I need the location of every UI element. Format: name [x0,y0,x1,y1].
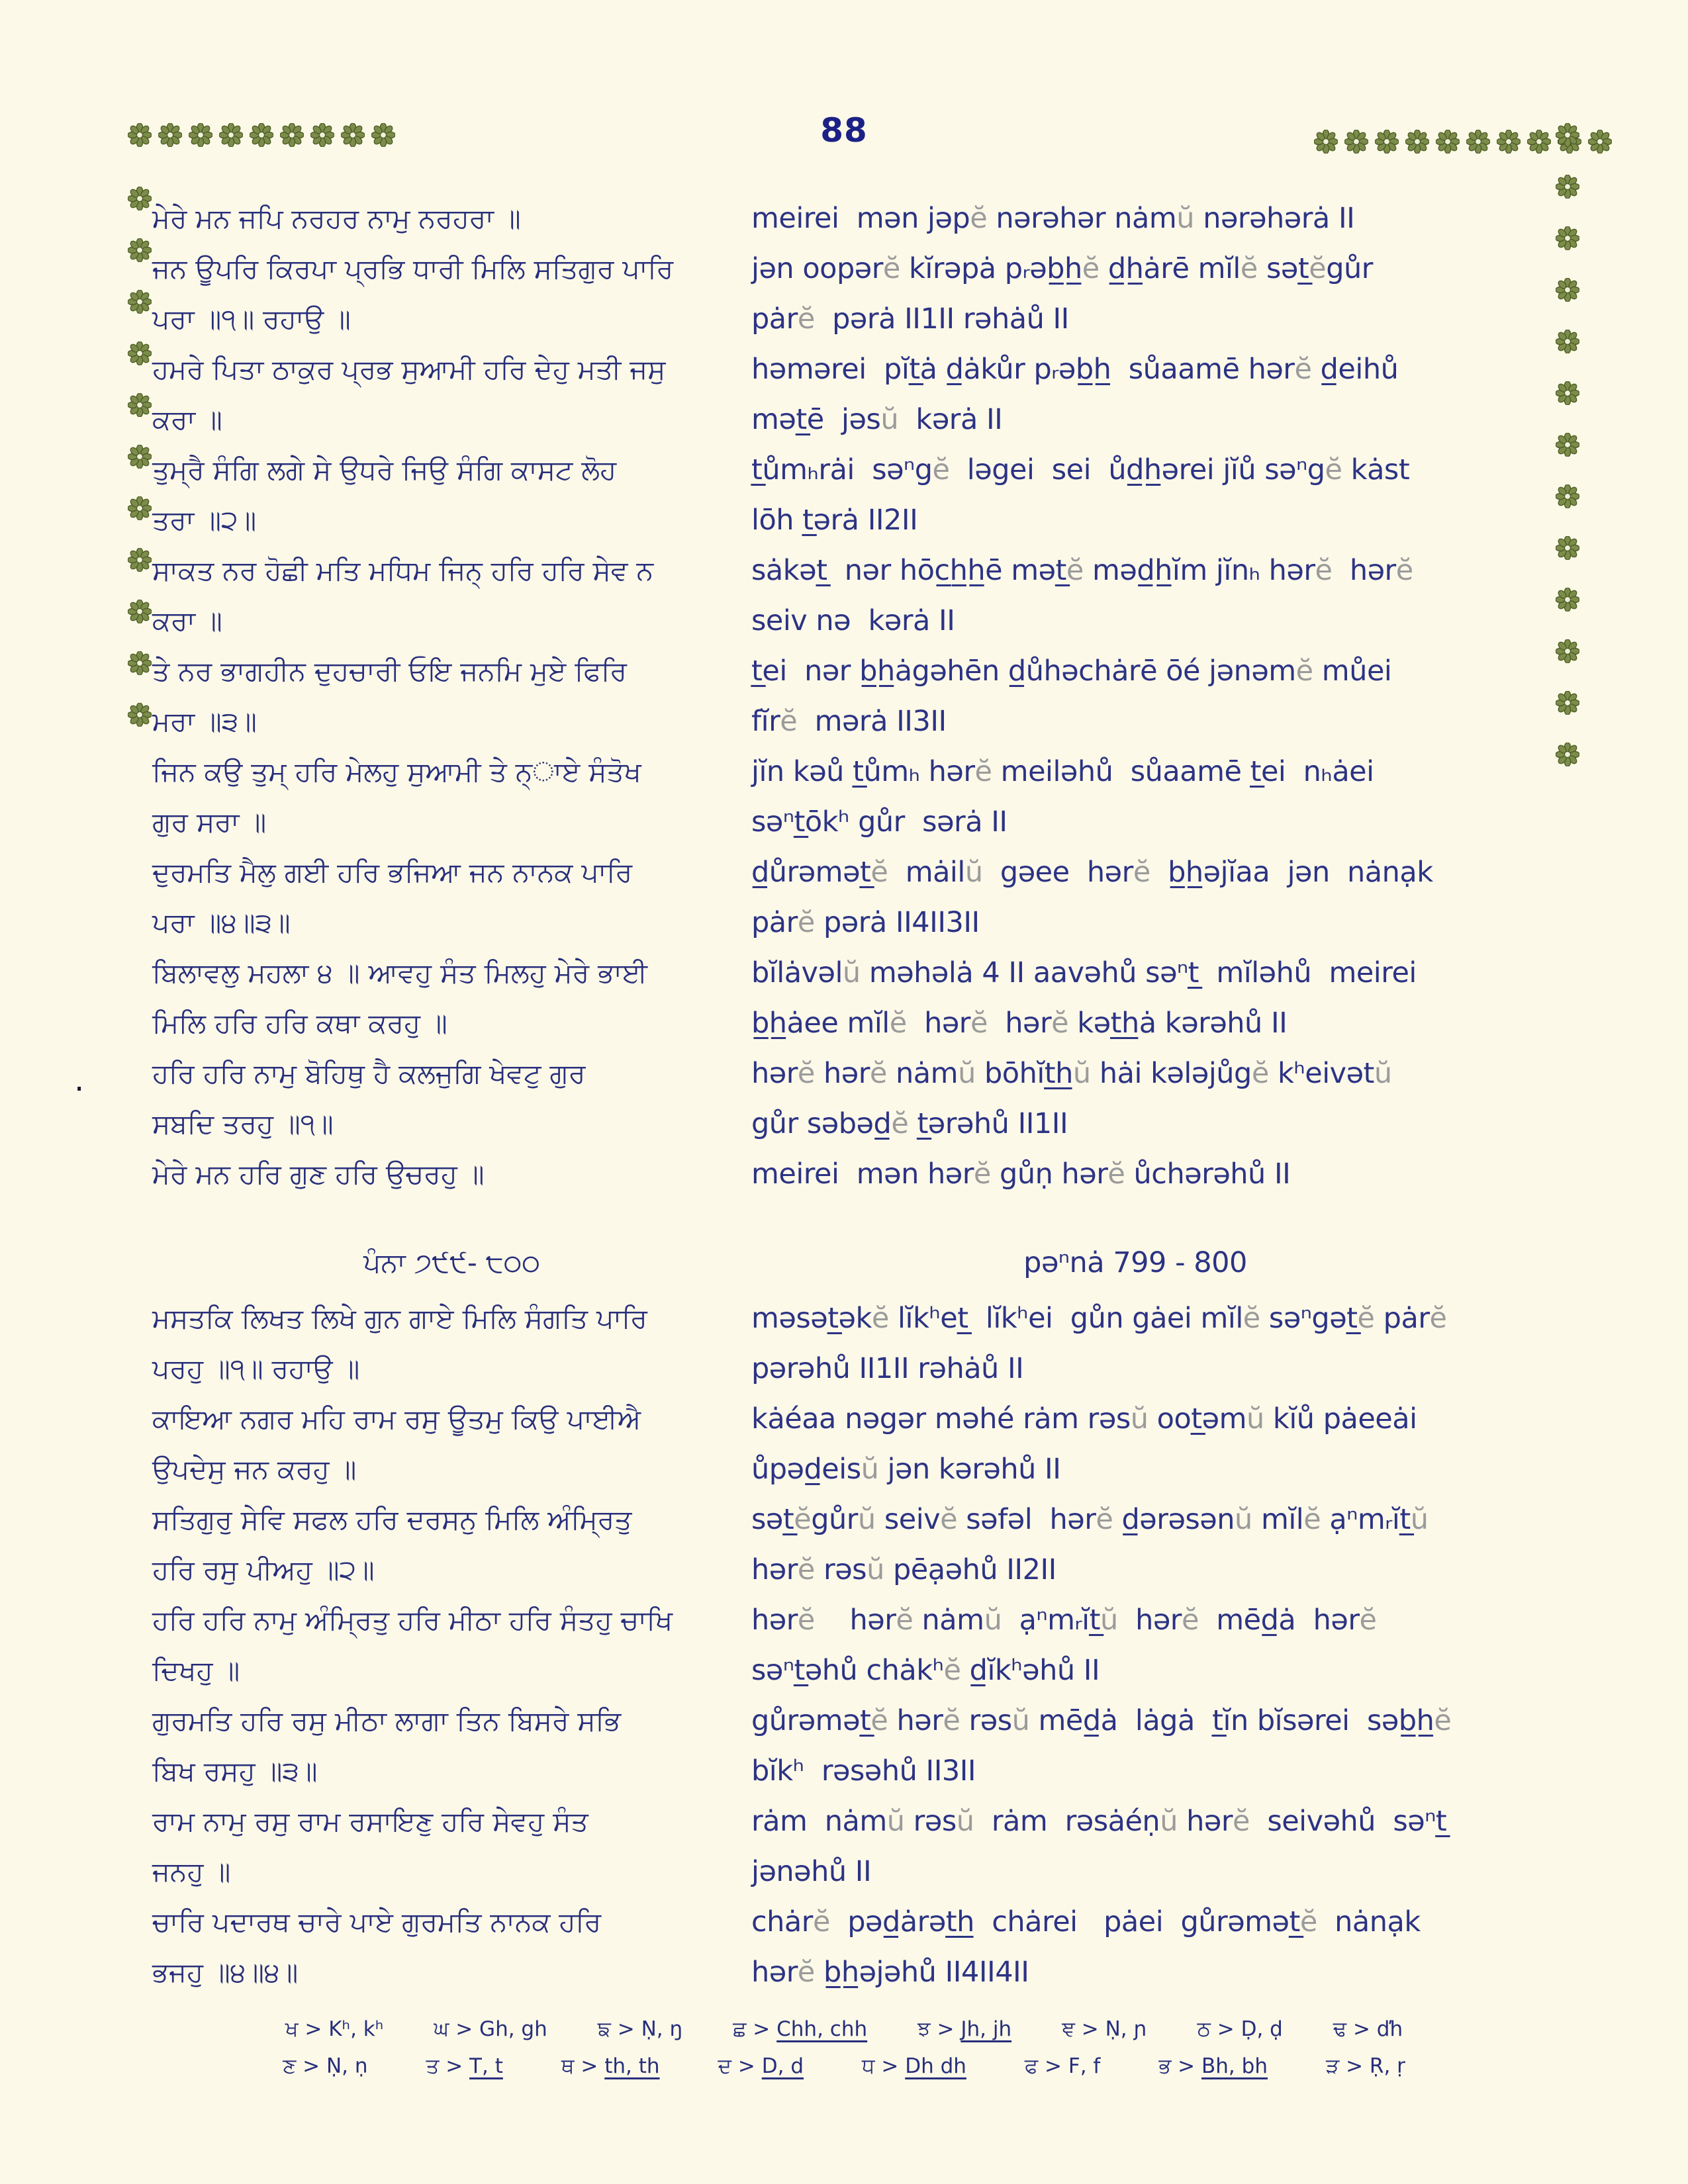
gurmukhi-line: ਦਿਖਹੁ ॥ [152,1655,240,1686]
legend-entry [561,2050,660,2082]
transliteration-line: sȧkət̲ nər hōc̲h̲h̲ē mət̲ĕ məd̲h̲ĭm jĭnₕ hərĕ hərĕ [751,554,1413,587]
gurmukhi-line: ਕਾਇਆ ਨਗਰ ਮਹਿ ਰਾਮ ਰਸੁ ਊਤਮੁ ਕਿਉ ਪਾਈਐ [152,1403,641,1435]
verse-row [152,897,1519,948]
flower-icon [219,123,243,147]
legend-gurmukhi-char: ਙ [597,2017,611,2041]
transliteration-line: pəⁿnȧ 799 - 800 [1023,1246,1247,1279]
flower-icon [1556,433,1579,457]
page-number: 88 [820,111,868,150]
margin-dot: . [74,1062,85,1099]
gurmukhi-line: ਸਤਿਗੁਰੁ ਸੇਵਿ ਸਫਲ ਹਰਿ ਦਰਸਨੁ ਮਿਲਿ ਅੰਮ੍ਰਿਤੁ [152,1504,632,1535]
legend-maps-to-symbol: > [1171,2054,1202,2078]
legend-entry [1158,2050,1268,2082]
legend-maps-to-symbol: > [574,2054,605,2078]
transliteration-line: bĭlȧvəlŭ məhəlȧ 4 II aavəhů səⁿt̲ mĭləhů meirei [751,956,1417,989]
gurmukhi-line: ਬਿਖ ਰਸਹੁ ॥੩॥ [152,1755,318,1787]
flower-icon [1556,484,1579,508]
legend-maps-to-symbol: > [731,2054,762,2078]
legend-latin-value: Gh, gh [479,2017,547,2041]
gurmukhi-line: ਜਿਨ ਕਉ ਤੁਮ੍ ਹਰਿ ਮੇਲਹੁ ਸੁਆਮੀ ਤੇ ਨ੍ਾਏ ਸੰਤੋਖ [152,756,641,788]
transliteration-line: fĭrĕ mərȧ II3II [751,705,947,738]
legend-maps-to-symbol: > [874,2054,906,2078]
transliteration-line: pȧrĕ pərȧ II1II rəhȧů II [751,302,1069,336]
transliteration-line: kȧéaa nəgər məhé rȧm rəsŭ oot̲əmŭ kĭů pȧeeȧi [751,1402,1417,1435]
flower-icon [371,123,395,147]
verses-two-column-list [152,193,1519,1997]
legend-entry [1326,2050,1405,2082]
transliteration-line: d̲ůrəmət̲ĕ mȧilŭ gəee hərĕ b̲h̲əjĭaa jən nȧnạk [751,856,1433,889]
gurmukhi-line: ਰਾਮ ਨਾਮੁ ਰਸੁ ਰਾਮ ਰਸਾਇਣੁ ਹਰਿ ਸੇਵਹੁ ਸੰਤ [152,1805,588,1837]
legend-latin-value: th, th [604,2054,660,2078]
transliteration-line: t̲ei nər b̲h̲ȧgəhēn d̲ůhəchȧrē ōé jənəmĕ můei [751,655,1392,688]
verse-row [152,344,1519,394]
legend-maps-to-symbol: > [930,2017,961,2041]
legend-gurmukhi-char: ਞ [1062,2017,1075,2041]
flower-icon [1556,743,1579,766]
transliteration-line: sət̲ĕgůrŭ seivĕ səfəl hərĕ d̲ərəsənŭ mĭlĕ ạⁿmᵣĭt̲ŭ [751,1503,1429,1536]
flower-icon [1436,130,1460,154]
flower-icon [250,123,273,147]
gurmukhi-line: ਹਮਰੇ ਪਿਤਾ ਠਾਕੁਰ ਪ੍ਰਭ ਸੁਆਮੀ ਹਰਿ ਦੇਹੁ ਮਤੀ ਜਸੁ [152,353,666,385]
legend-latin-value: Ṇ, ṇ [326,2054,368,2078]
verse-row [152,998,1519,1048]
flower-icon [128,548,152,572]
verse-row [152,1746,1519,1796]
legend-entry [718,2050,804,2082]
flower-icon [128,290,152,314]
transliteration-line: jĭn kəů t̲ůmₕ hərĕ meiləhů sůaamē t̲ei nₕȧei [751,755,1374,788]
legend-entry [862,2050,966,2082]
flower-icon [128,651,152,675]
gurmukhi-line: ਸਬਦਿ ਤਰਹੁ ॥੧॥ [152,1108,334,1140]
verse-row [152,545,1519,596]
gurmukhi-line: ਮਸਤਕਿ ਲਿਖਤ ਲਿਖੇ ਗੁਨ ਗਾਏ ਮਿਲਿ ਸੰਗਤਿ ਪਾਰਿ [152,1302,647,1334]
transliteration-line: hərĕ rəsŭ pēạəhů II2II [751,1553,1056,1586]
flower-icon [1556,226,1579,250]
legend-gurmukhi-char: ਖ [285,2017,299,2041]
legend-entry [1197,2013,1283,2045]
legend-latin-value: ďh [1376,2017,1403,2041]
flower-icon [1344,130,1368,154]
flower-icon [1466,130,1490,154]
legend-entry [917,2013,1011,2045]
legend-maps-to-symbol: > [1346,2017,1377,2041]
transliteration-line: seiv nə kərȧ II [751,604,955,637]
transliteration-line: lōh t̲ərȧ II2II [751,504,918,537]
flower-icon [189,123,212,147]
verse-row [152,847,1519,897]
legend-gurmukhi-char: ਣ [283,2054,297,2078]
legend-entry [426,2050,503,2082]
verse-row [152,1595,1519,1645]
gurmukhi-line: ਤੁਮ੍ਰੈ ਸੰਗਿ ਲਗੇ ਸੇ ਉਧਰੇ ਜਿਉ ਸੰਗਿ ਕਾਸਟ ਲੋਹ [152,454,617,486]
legend-maps-to-symbol: > [1339,2054,1370,2078]
verse-row [152,1545,1519,1595]
verse-row [152,1796,1519,1846]
gurmukhi-line: ਹਰਿ ਰਸੁ ਪੀਅਹੁ ॥੨॥ [152,1554,375,1586]
verse-row [152,445,1519,495]
transliteration-key-legend [0,2013,1688,2082]
transliteration-line: b̲h̲ȧee mĭlĕ hərĕ hərĕ kət̲h̲ȧ kərəhů II [751,1007,1288,1040]
verse-row [152,1645,1519,1696]
legend-latin-value: Kʰ, kʰ [328,2017,384,2041]
legend-latin-value: Jh, jh [961,2017,1012,2041]
legend-latin-value: F, f [1068,2054,1101,2078]
flower-icon [1588,130,1612,154]
legend-gurmukhi-char: ਛ [733,2017,747,2041]
legend-entry [1333,2013,1403,2045]
verse-row [152,1293,1519,1343]
flower-icon [1405,130,1429,154]
transliteration-line: hərĕ hərĕ nȧmŭ bōhĭt̲h̲ŭ hȧi kələjůgĕ kʰeivətŭ [751,1057,1392,1090]
flower-icon [280,123,304,147]
transliteration-line: həmərei pĭt̲ȧ d̲ȧkůr pᵣəb̲h̲ sůaamē hərĕ d̲eihů [751,353,1399,386]
legend-maps-to-symbol: > [1074,2017,1105,2041]
flower-icon [1556,123,1579,147]
legend-entry [1025,2050,1100,2082]
gurmukhi-line: ਪੰਨਾ ੭੯੯- ੮੦੦ [363,1247,540,1279]
flower-icon [128,445,152,469]
legend-entry [598,2013,682,2045]
gurmukhi-line: ਭਜਹੁ ॥੪॥੪॥ [152,1956,299,1988]
flower-icon [1556,691,1579,715]
flower-icon [1314,130,1338,154]
legend-gurmukhi-char: ਢ [1333,2017,1347,2041]
flower-icon [1556,330,1579,353]
verse-row [152,1394,1519,1444]
gurmukhi-line: ਜਨ ਊਪਰਿ ਕਿਰਪਾ ਪ੍ਰਭਿ ਧਾਰੀ ਮਿਲਿ ਸਤਿਗੁਰ ਪਾਰਿ [152,253,674,285]
gurmukhi-line: ਬਿਲਾਵਲੁ ਮਹਲਾ ੪ ॥ ਆਵਹੁ ਸੰਤ ਮਿਲਹੁ ਮੇਰੇ ਭਾਈ [152,957,648,989]
flower-icon [1556,278,1579,302]
legend-row [260,2013,1428,2045]
legend-gurmukhi-char: ਫ [1024,2054,1039,2078]
verse-row [152,1149,1519,1199]
gurmukhi-line: ਉਪਦੇਸੁ ਜਨ ਕਰਹੁ ॥ [152,1453,357,1485]
flower-icon [128,341,152,365]
transliteration-line: səⁿt̲əhů chȧkʰĕ d̲ĭkʰəhů II [751,1654,1100,1687]
gurmukhi-line: ਪਰਾ ॥੧॥ ਰਹਾਉ ॥ [152,303,351,335]
verse-row [152,948,1519,998]
page-reference-row [152,1238,1519,1288]
gurmukhi-line: ਕਰਾ ॥ [152,404,222,435]
verse-row [152,797,1519,847]
gurmukhi-line: ਗੁਰਮਤਿ ਹਰਿ ਰਸੁ ਮੀਠਾ ਲਾਗਾ ਤਿਨ ਬਿਸਰੇ ਸਭਿ [152,1705,622,1737]
verse-row [152,646,1519,696]
gurmukhi-line: ਹਰਿ ਹਰਿ ਨਾਮੁ ਅੰਮ੍ਰਿਤੁ ਹਰਿ ਮੀਠਾ ਹਰਿ ਸੰਤਹੁ ਚਾਖਿ [152,1604,673,1636]
transliteration-line: pərəhů II1II rəhȧů II [751,1352,1024,1385]
legend-gurmukhi-char: ਠ [1197,2017,1211,2041]
gurmukhi-line: ਚਾਰਿ ਪਦਾਰਥ ਚਾਰੇ ਪਾਏ ਗੁਰਮਤਿ ਨਾਨਕ ਹਰਿ [152,1906,602,1938]
transliteration-line: t̲ůmₕrȧi səⁿgĕ ləgei sei ůd̲h̲ərei jĭů səⁿgĕ kȧst [751,453,1410,486]
gurmukhi-line: ਤਰਾ ॥੨॥ [152,504,257,536]
legend-latin-value: D, d [761,2054,804,2078]
gurmukhi-line: ਕਰਾ ॥ [152,605,222,637]
flower-icon [1556,536,1579,560]
transliteration-line: səⁿt̲ōkʰ gůr sərȧ II [751,805,1008,839]
verse-row [152,1947,1519,1997]
legend-maps-to-symbol: > [1038,2054,1068,2078]
transliteration-line: məsət̲əkĕ lĭkʰet̲ lĭkʰei gůn gȧei mĭlĕ səⁿgət̲ĕ pȧrĕ [751,1302,1447,1335]
gurmukhi-line: ਹਰਿ ਹਰਿ ਨਾਮੁ ਬੋਹਿਥੁ ਹੈ ਕਲਜੁਗਿ ਖੇਵਟੁ ਗੁਰ [152,1058,586,1089]
flower-icon [310,123,334,147]
flower-icon [128,496,152,520]
legend-entry [733,2013,867,2045]
legend-gurmukhi-char: ਤ [426,2054,440,2078]
verse-row [152,1099,1519,1149]
verse-row [152,495,1519,545]
verse-row [152,596,1519,646]
gurmukhi-line: ਮਰਾ ॥੩॥ [152,705,257,737]
legend-latin-value: Bh, bh [1201,2054,1268,2078]
verse-row [152,1343,1519,1394]
legend-maps-to-symbol: > [296,2054,326,2078]
flower-icon [128,600,152,623]
transliteration-line: chȧrĕ pəd̲ȧrət̲h̲ chȧrei pȧei gůrəmət̲ĕ nȧnạk [751,1905,1421,1938]
transliteration-line: mət̲ē jəsŭ kərȧ II [751,403,1003,436]
legend-maps-to-symbol: > [610,2017,641,2041]
legend-gurmukhi-char: ੜ [1325,2054,1340,2078]
legend-latin-value: Ḍ, ḍ [1241,2017,1283,2041]
gurmukhi-line: ਪਰਾ ॥੪॥੩॥ [152,907,291,938]
flower-icon [128,187,152,210]
verse-row [152,747,1519,797]
flower-icon [128,123,152,147]
legend-latin-value: Ṇ, ɲ [1105,2017,1147,2041]
flower-icon [128,238,152,262]
legend-maps-to-symbol: > [1210,2017,1241,2041]
flower-icon [1556,588,1579,612]
verse-row [152,696,1519,747]
legend-entry [283,2050,367,2082]
legend-latin-value: Chh, chh [776,2017,868,2041]
legend-entry [1062,2013,1147,2045]
flower-icon [1497,130,1521,154]
transliteration-line: jənəhů II [751,1855,872,1888]
flower-icon [158,123,182,147]
transliteration-line: gůr səbəd̲ĕ t̲ərəhů II1II [751,1107,1068,1140]
gurmukhi-line: ਮਿਲਿ ਹਰਿ ਹਰਿ ਕਥਾ ਕਰਹੁ ॥ [152,1007,447,1039]
transliteration-line: gůrəmət̲ĕ hərĕ rəsŭ mēd̲ȧ lȧgȧ t̲ĭn bĭsərei səb̲h̲ĕ [751,1704,1452,1737]
gurmukhi-line: ਗੁਰ ਸਰਾ ॥ [152,806,267,838]
transliteration-line: meirei mən hərĕ gůṇ hərĕ ůchərəhů II [751,1158,1291,1191]
transliteration-line: pȧrĕ pərȧ II4II3II [751,906,980,939]
transliteration-line: hərĕ hərĕ nȧmŭ ạⁿmᵣĭt̲ŭ hərĕ mēd̲ȧ hərĕ [751,1604,1377,1637]
legend-maps-to-symbol: > [439,2054,470,2078]
transliteration-line: hərĕ b̲h̲əjəhů II4II4II [751,1956,1029,1989]
legend-entry [285,2013,383,2045]
legend-latin-value: Ṇ, ŋ [641,2017,683,2041]
legend-gurmukhi-char: ਘ [434,2017,449,2041]
legend-latin-value: T, t [469,2054,503,2078]
verse-row [152,294,1519,344]
verse-row [152,1494,1519,1545]
legend-maps-to-symbol: > [298,2017,329,2041]
legend-maps-to-symbol: > [746,2017,777,2041]
transliteration-line: bĭkʰ rəsəhů II3II [751,1754,976,1788]
transliteration-line: rȧm nȧmŭ rəsŭ rȧm rəsȧéṇŭ hərĕ seivəhů səⁿt̲ [751,1805,1447,1838]
verse-row [152,193,1519,244]
verse-row [152,1897,1519,1947]
verse-row [152,244,1519,294]
verse-row [152,1846,1519,1897]
legend-latin-value: Dh dh [905,2054,966,2078]
verse-row [152,394,1519,445]
gurmukhi-line: ਮੇਰੇ ਮਨ ਹਰਿ ਗੁਣ ਹਰਿ ਉਚਰਹੁ ॥ [152,1158,485,1190]
gurmukhi-line: ਤੇ ਨਰ ਭਾਗਹੀਨ ਦੁਹਚਾਰੀ ਓਇ ਜਨਮਿ ਮੁਏ ਫਿਰਿ [152,655,627,687]
legend-gurmukhi-char: ਧ [862,2054,875,2078]
verse-row [152,1444,1519,1494]
legend-entry [434,2013,547,2045]
legend-maps-to-symbol: > [449,2017,480,2041]
legend-latin-value: Ṛ, ṛ [1369,2054,1405,2078]
legend-gurmukhi-char: ਦ [718,2054,732,2078]
gurmukhi-line: ਮੇਰੇ ਮਨ ਜਪਿ ਨਰਹਰ ਨਾਮੁ ਨਰਹਰਾ ॥ [152,203,521,234]
transliteration-line: meirei mən jəpĕ nərəhər nȧmŭ nərəhərȧ II [751,202,1355,235]
flower-icon [128,393,152,417]
verse-row [152,1696,1519,1746]
flower-icon [1375,130,1399,154]
gurmukhi-line: ਸਾਕਤ ਨਰ ਹੋਛੀ ਮਤਿ ਮਧਿਮ ਜਿਨ੍ ਹਰਿ ਹਰਿ ਸੇਵ ਨ [152,555,654,586]
flower-icon [128,703,152,727]
flower-icon [1556,175,1579,199]
flower-icon [1527,130,1551,154]
transliteration-line: ůpəd̲eisŭ jən kərəhů II [751,1453,1061,1486]
gurmukhi-line: ਦੁਰਮਤਿ ਮੈਲੁ ਗਈ ਹਰਿ ਭਜਿਆ ਜਨ ਨਾਨਕ ਪਾਰਿ [152,856,633,888]
legend-gurmukhi-char: ਥ [561,2054,575,2078]
flower-icon [341,123,365,147]
legend-gurmukhi-char: ਝ [917,2017,931,2041]
transliteration-line: jən oopərĕ kĭrəpȧ pᵣəb̲h̲ĕ d̲h̲ȧrē mĭlĕ sət̲ĕgůr [751,252,1373,285]
flower-icon [1556,639,1579,663]
gurmukhi-line: ਪਰਹੁ ॥੧॥ ਰਹਾਉ ॥ [152,1353,360,1385]
legend-row [254,2050,1434,2082]
flower-icon [1556,381,1579,405]
legend-gurmukhi-char: ਭ [1158,2054,1172,2078]
verse-row [152,1048,1519,1099]
gurmukhi-line: ਜਨਹੁ ॥ [152,1856,231,1888]
